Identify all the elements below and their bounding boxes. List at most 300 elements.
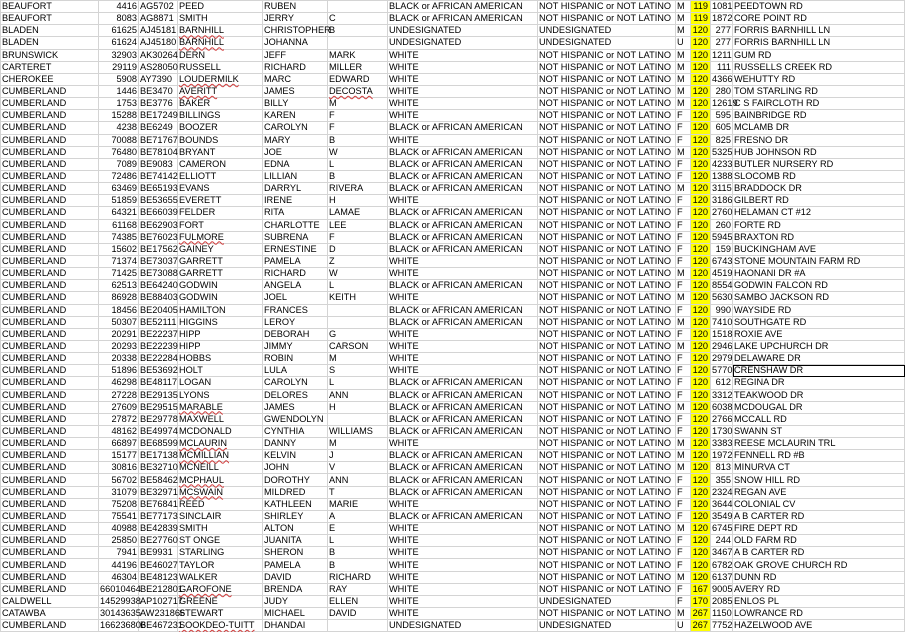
cell-age-code[interactable] xyxy=(691,13,711,25)
cell-reg-number[interactable] xyxy=(139,146,178,158)
cell-voter-id[interactable] xyxy=(99,37,139,49)
cell-street-name[interactable] xyxy=(733,49,905,61)
cell-reg-number[interactable] xyxy=(139,425,178,437)
cell-age-code[interactable] xyxy=(691,353,711,365)
cell-ethnicity[interactable] xyxy=(538,110,676,122)
cell-race[interactable] xyxy=(388,13,538,25)
cell-age-code[interactable] xyxy=(691,183,711,195)
cell-last-name[interactable] xyxy=(178,535,263,547)
cell-race[interactable] xyxy=(388,73,538,85)
cell-county[interactable] xyxy=(1,231,99,243)
cell-race[interactable] xyxy=(388,401,538,413)
cell-reg-number[interactable] xyxy=(139,1,178,13)
cell-middle-name[interactable] xyxy=(328,328,388,340)
cell-ethnicity[interactable] xyxy=(538,37,676,49)
cell-county[interactable] xyxy=(1,195,99,207)
cell-middle-name[interactable] xyxy=(328,571,388,583)
cell-street-number[interactable] xyxy=(711,340,733,352)
cell-ethnicity[interactable] xyxy=(538,498,676,510)
cell-middle-name[interactable] xyxy=(328,510,388,522)
cell-first-name[interactable] xyxy=(263,620,328,632)
cell-last-name[interactable] xyxy=(178,292,263,304)
cell-gender[interactable] xyxy=(676,243,691,255)
cell-street-name[interactable] xyxy=(733,73,905,85)
cell-reg-number[interactable] xyxy=(139,207,178,219)
cell-race[interactable] xyxy=(388,620,538,632)
cell-street-number[interactable] xyxy=(711,450,733,462)
cell-gender[interactable] xyxy=(676,292,691,304)
cell-gender[interactable] xyxy=(676,195,691,207)
cell-gender[interactable] xyxy=(676,535,691,547)
cell-street-number[interactable] xyxy=(711,571,733,583)
cell-ethnicity[interactable] xyxy=(538,61,676,73)
cell-race[interactable] xyxy=(388,207,538,219)
cell-gender[interactable] xyxy=(676,401,691,413)
cell-voter-id[interactable] xyxy=(99,486,139,498)
cell-ethnicity[interactable] xyxy=(538,413,676,425)
cell-voter-id[interactable] xyxy=(99,571,139,583)
cell-middle-name[interactable] xyxy=(328,73,388,85)
cell-middle-name[interactable] xyxy=(328,365,388,377)
cell-street-number[interactable] xyxy=(711,219,733,231)
cell-gender[interactable] xyxy=(676,462,691,474)
cell-street-name[interactable] xyxy=(733,450,905,462)
cell-ethnicity[interactable] xyxy=(538,353,676,365)
cell-street-name[interactable] xyxy=(733,292,905,304)
cell-last-name[interactable] xyxy=(178,425,263,437)
cell-middle-name[interactable] xyxy=(328,595,388,607)
cell-middle-name[interactable] xyxy=(328,547,388,559)
cell-race[interactable] xyxy=(388,547,538,559)
cell-voter-id[interactable] xyxy=(99,340,139,352)
cell-age-code[interactable] xyxy=(691,231,711,243)
cell-last-name[interactable] xyxy=(178,73,263,85)
cell-middle-name[interactable] xyxy=(328,377,388,389)
cell-age-code[interactable] xyxy=(691,377,711,389)
cell-ethnicity[interactable] xyxy=(538,13,676,25)
cell-street-name[interactable] xyxy=(733,255,905,267)
cell-ethnicity[interactable] xyxy=(538,73,676,85)
cell-street-name[interactable] xyxy=(733,438,905,450)
cell-county[interactable] xyxy=(1,158,99,170)
cell-race[interactable] xyxy=(388,146,538,158)
cell-county[interactable] xyxy=(1,219,99,231)
cell-street-name[interactable] xyxy=(733,401,905,413)
cell-voter-id[interactable] xyxy=(99,49,139,61)
cell-street-name[interactable] xyxy=(733,316,905,328)
cell-ethnicity[interactable] xyxy=(538,231,676,243)
cell-street-number[interactable] xyxy=(711,73,733,85)
cell-reg-number[interactable] xyxy=(139,73,178,85)
cell-reg-number[interactable] xyxy=(139,304,178,316)
cell-street-name[interactable] xyxy=(733,37,905,49)
cell-voter-id[interactable] xyxy=(99,413,139,425)
cell-last-name[interactable] xyxy=(178,255,263,267)
cell-reg-number[interactable] xyxy=(139,608,186,620)
cell-race[interactable] xyxy=(388,158,538,170)
cell-age-code[interactable] xyxy=(691,280,711,292)
cell-gender[interactable] xyxy=(676,280,691,292)
cell-age-code[interactable] xyxy=(691,207,711,219)
cell-middle-name[interactable] xyxy=(328,219,388,231)
cell-middle-name[interactable] xyxy=(328,438,388,450)
cell-age-code[interactable] xyxy=(691,49,711,61)
cell-street-number[interactable] xyxy=(711,595,733,607)
cell-gender[interactable] xyxy=(676,328,691,340)
cell-age-code[interactable] xyxy=(691,523,711,535)
cell-age-code[interactable] xyxy=(691,413,711,425)
cell-street-name[interactable] xyxy=(733,280,905,292)
cell-race[interactable] xyxy=(388,304,538,316)
cell-gender[interactable] xyxy=(676,304,691,316)
cell-ethnicity[interactable] xyxy=(538,547,676,559)
cell-gender[interactable] xyxy=(676,474,691,486)
cell-race[interactable] xyxy=(388,170,538,182)
cell-middle-name[interactable] xyxy=(328,583,388,595)
cell-age-code[interactable] xyxy=(691,608,711,620)
cell-ethnicity[interactable] xyxy=(538,583,676,595)
cell-street-number[interactable] xyxy=(711,365,733,377)
cell-reg-number[interactable] xyxy=(139,620,183,632)
cell-first-name[interactable] xyxy=(263,595,328,607)
cell-street-number[interactable] xyxy=(711,547,733,559)
cell-race[interactable] xyxy=(388,280,538,292)
cell-street-name[interactable] xyxy=(733,304,905,316)
cell-county[interactable] xyxy=(1,73,99,85)
cell-first-name[interactable] xyxy=(263,37,328,49)
cell-street-name[interactable] xyxy=(733,389,905,401)
cell-street-number[interactable] xyxy=(711,146,733,158)
cell-gender[interactable] xyxy=(676,523,691,535)
cell-voter-id[interactable] xyxy=(99,219,139,231)
cell-ethnicity[interactable] xyxy=(538,425,676,437)
cell-first-name[interactable] xyxy=(263,438,328,450)
cell-age-code[interactable] xyxy=(691,583,711,595)
cell-ethnicity[interactable] xyxy=(538,85,676,97)
cell-ethnicity[interactable] xyxy=(538,280,676,292)
cell-first-name[interactable] xyxy=(263,304,328,316)
cell-middle-name[interactable] xyxy=(328,620,388,632)
cell-last-name[interactable] xyxy=(178,547,263,559)
cell-gender[interactable] xyxy=(676,450,691,462)
cell-reg-number[interactable] xyxy=(139,49,178,61)
cell-gender[interactable] xyxy=(676,255,691,267)
cell-race[interactable] xyxy=(388,486,538,498)
cell-middle-name[interactable] xyxy=(328,231,388,243)
cell-last-name[interactable] xyxy=(178,170,263,182)
cell-voter-id[interactable] xyxy=(99,268,139,280)
cell-middle-name[interactable] xyxy=(328,61,388,73)
cell-age-code[interactable] xyxy=(691,61,711,73)
cell-age-code[interactable] xyxy=(691,510,711,522)
cell-county[interactable] xyxy=(1,146,99,158)
cell-voter-id[interactable] xyxy=(99,292,139,304)
cell-county[interactable] xyxy=(1,37,99,49)
cell-middle-name[interactable] xyxy=(328,98,388,110)
cell-ethnicity[interactable] xyxy=(538,377,676,389)
cell-age-code[interactable] xyxy=(691,620,711,632)
cell-county[interactable] xyxy=(1,571,99,583)
cell-voter-id[interactable] xyxy=(99,170,139,182)
cell-county[interactable] xyxy=(1,170,99,182)
cell-gender[interactable] xyxy=(676,365,691,377)
cell-ethnicity[interactable] xyxy=(538,523,676,535)
cell-middle-name[interactable] xyxy=(328,608,388,620)
cell-county[interactable] xyxy=(1,498,99,510)
cell-county[interactable] xyxy=(1,559,99,571)
cell-street-number[interactable] xyxy=(711,61,733,73)
cell-street-number[interactable] xyxy=(711,583,733,595)
cell-age-code[interactable] xyxy=(691,170,711,182)
cell-last-name[interactable] xyxy=(178,486,263,498)
cell-county[interactable] xyxy=(1,523,99,535)
cell-street-name[interactable] xyxy=(733,595,905,607)
cell-reg-number[interactable] xyxy=(139,219,178,231)
cell-gender[interactable] xyxy=(676,219,691,231)
cell-gender[interactable] xyxy=(676,183,691,195)
cell-street-number[interactable] xyxy=(711,25,733,37)
cell-first-name[interactable] xyxy=(263,158,328,170)
cell-county[interactable] xyxy=(1,304,99,316)
cell-reg-number[interactable] xyxy=(139,25,178,37)
cell-voter-id[interactable] xyxy=(99,316,139,328)
cell-middle-name[interactable] xyxy=(328,243,388,255)
cell-voter-id[interactable] xyxy=(99,243,139,255)
cell-gender[interactable] xyxy=(676,231,691,243)
cell-age-code[interactable] xyxy=(691,571,711,583)
cell-age-code[interactable] xyxy=(691,25,711,37)
cell-age-code[interactable] xyxy=(691,134,711,146)
cell-street-number[interactable] xyxy=(711,255,733,267)
cell-gender[interactable] xyxy=(676,438,691,450)
cell-street-number[interactable] xyxy=(711,377,733,389)
cell-race[interactable] xyxy=(388,219,538,231)
cell-gender[interactable] xyxy=(676,547,691,559)
cell-voter-id[interactable] xyxy=(99,13,139,25)
cell-last-name[interactable] xyxy=(178,110,263,122)
cell-age-code[interactable] xyxy=(691,474,711,486)
cell-race[interactable] xyxy=(388,37,538,49)
cell-county[interactable] xyxy=(1,474,99,486)
cell-reg-number[interactable] xyxy=(139,268,178,280)
cell-reg-number[interactable] xyxy=(139,571,178,583)
cell-last-name[interactable] xyxy=(178,353,263,365)
cell-voter-id[interactable] xyxy=(99,1,139,13)
cell-age-code[interactable] xyxy=(691,486,711,498)
cell-county[interactable] xyxy=(1,292,99,304)
cell-age-code[interactable] xyxy=(691,316,711,328)
cell-gender[interactable] xyxy=(676,510,691,522)
cell-first-name[interactable] xyxy=(263,510,328,522)
cell-race[interactable] xyxy=(388,316,538,328)
cell-age-code[interactable] xyxy=(691,292,711,304)
cell-age-code[interactable] xyxy=(691,389,711,401)
cell-gender[interactable] xyxy=(676,110,691,122)
cell-race[interactable] xyxy=(388,583,538,595)
cell-street-name[interactable] xyxy=(733,1,905,13)
cell-ethnicity[interactable] xyxy=(538,268,676,280)
cell-race[interactable] xyxy=(388,110,538,122)
cell-race[interactable] xyxy=(388,425,538,437)
cell-ethnicity[interactable] xyxy=(538,595,676,607)
cell-gender[interactable] xyxy=(676,498,691,510)
cell-county[interactable] xyxy=(1,438,99,450)
cell-street-name[interactable] xyxy=(733,268,905,280)
cell-race[interactable] xyxy=(388,98,538,110)
cell-reg-number[interactable] xyxy=(139,134,178,146)
cell-first-name[interactable] xyxy=(263,462,328,474)
cell-race[interactable] xyxy=(388,25,538,37)
cell-street-number[interactable] xyxy=(711,389,733,401)
cell-gender[interactable] xyxy=(676,13,691,25)
cell-age-code[interactable] xyxy=(691,450,711,462)
cell-first-name[interactable] xyxy=(263,170,328,182)
cell-voter-id[interactable] xyxy=(99,183,139,195)
cell-reg-number[interactable] xyxy=(139,498,178,510)
cell-voter-id[interactable] xyxy=(99,377,139,389)
cell-first-name[interactable] xyxy=(263,73,328,85)
cell-last-name[interactable] xyxy=(178,37,263,49)
cell-street-name[interactable] xyxy=(733,195,905,207)
cell-county[interactable] xyxy=(1,316,99,328)
cell-ethnicity[interactable] xyxy=(538,328,676,340)
cell-gender[interactable] xyxy=(676,268,691,280)
cell-race[interactable] xyxy=(388,255,538,267)
cell-first-name[interactable] xyxy=(263,401,328,413)
cell-first-name[interactable] xyxy=(263,255,328,267)
cell-voter-id[interactable] xyxy=(99,595,139,607)
cell-middle-name[interactable] xyxy=(328,146,388,158)
cell-last-name[interactable] xyxy=(178,498,263,510)
cell-race[interactable] xyxy=(388,353,538,365)
cell-voter-id[interactable] xyxy=(99,195,139,207)
cell-street-number[interactable] xyxy=(711,559,733,571)
cell-last-name[interactable] xyxy=(178,1,263,13)
cell-last-name[interactable] xyxy=(178,13,263,25)
cell-county[interactable] xyxy=(1,340,99,352)
cell-reg-number[interactable] xyxy=(139,122,178,134)
cell-middle-name[interactable] xyxy=(328,462,388,474)
cell-voter-id[interactable] xyxy=(99,207,139,219)
cell-first-name[interactable] xyxy=(263,571,328,583)
cell-voter-id[interactable] xyxy=(99,438,139,450)
cell-street-number[interactable] xyxy=(711,231,733,243)
cell-middle-name[interactable] xyxy=(328,316,388,328)
cell-race[interactable] xyxy=(388,474,538,486)
cell-first-name[interactable] xyxy=(263,219,328,231)
cell-middle-name[interactable] xyxy=(328,425,388,437)
cell-street-name[interactable] xyxy=(733,134,905,146)
cell-age-code[interactable] xyxy=(691,158,711,170)
cell-race[interactable] xyxy=(388,571,538,583)
cell-street-name[interactable] xyxy=(733,353,905,365)
cell-ethnicity[interactable] xyxy=(538,340,676,352)
cell-ethnicity[interactable] xyxy=(538,146,676,158)
cell-last-name[interactable] xyxy=(178,389,263,401)
cell-county[interactable] xyxy=(1,425,99,437)
cell-street-number[interactable] xyxy=(711,1,733,13)
cell-race[interactable] xyxy=(388,195,538,207)
cell-voter-id[interactable] xyxy=(99,559,139,571)
cell-voter-id[interactable] xyxy=(99,85,139,97)
cell-age-code[interactable] xyxy=(691,1,711,13)
cell-street-name[interactable] xyxy=(733,207,905,219)
cell-street-number[interactable] xyxy=(711,85,733,97)
cell-voter-id[interactable] xyxy=(99,535,139,547)
cell-first-name[interactable] xyxy=(263,1,328,13)
cell-last-name[interactable] xyxy=(178,219,263,231)
cell-gender[interactable] xyxy=(676,316,691,328)
cell-gender[interactable] xyxy=(676,377,691,389)
cell-last-name[interactable] xyxy=(178,98,263,110)
cell-race[interactable] xyxy=(388,1,538,13)
cell-age-code[interactable] xyxy=(691,268,711,280)
cell-county[interactable] xyxy=(1,413,99,425)
cell-first-name[interactable] xyxy=(263,268,328,280)
cell-middle-name[interactable] xyxy=(328,37,388,49)
cell-gender[interactable] xyxy=(676,98,691,110)
cell-street-name[interactable] xyxy=(733,474,905,486)
cell-county[interactable] xyxy=(1,13,99,25)
cell-middle-name[interactable] xyxy=(328,413,388,425)
cell-age-code[interactable] xyxy=(691,462,711,474)
cell-county[interactable] xyxy=(1,401,99,413)
cell-age-code[interactable] xyxy=(691,365,711,377)
cell-middle-name[interactable] xyxy=(328,85,388,97)
cell-first-name[interactable] xyxy=(263,328,328,340)
cell-reg-number[interactable] xyxy=(139,316,178,328)
cell-street-name[interactable] xyxy=(733,183,905,195)
cell-middle-name[interactable] xyxy=(328,389,388,401)
cell-age-code[interactable] xyxy=(691,498,711,510)
cell-first-name[interactable] xyxy=(263,498,328,510)
cell-last-name[interactable] xyxy=(178,231,263,243)
cell-county[interactable] xyxy=(1,25,99,37)
cell-reg-number[interactable] xyxy=(139,510,178,522)
cell-reg-number[interactable] xyxy=(139,547,178,559)
cell-last-name[interactable] xyxy=(178,195,263,207)
cell-voter-id[interactable] xyxy=(99,401,139,413)
cell-gender[interactable] xyxy=(676,85,691,97)
cell-first-name[interactable] xyxy=(263,583,328,595)
cell-gender[interactable] xyxy=(676,49,691,61)
cell-street-number[interactable] xyxy=(711,110,733,122)
cell-last-name[interactable] xyxy=(178,608,263,620)
cell-race[interactable] xyxy=(388,523,538,535)
cell-street-number[interactable] xyxy=(711,413,733,425)
cell-middle-name[interactable] xyxy=(328,450,388,462)
cell-street-name[interactable] xyxy=(733,61,905,73)
cell-reg-number[interactable] xyxy=(139,85,178,97)
cell-street-name[interactable] xyxy=(733,25,905,37)
cell-street-number[interactable] xyxy=(711,608,733,620)
cell-last-name[interactable] xyxy=(178,49,263,61)
cell-county[interactable] xyxy=(1,535,99,547)
cell-street-number[interactable] xyxy=(711,462,733,474)
cell-street-name[interactable] xyxy=(733,377,905,389)
cell-age-code[interactable] xyxy=(691,195,711,207)
cell-first-name[interactable] xyxy=(263,85,328,97)
cell-reg-number[interactable] xyxy=(139,243,178,255)
cell-street-name[interactable] xyxy=(733,110,905,122)
cell-street-number[interactable] xyxy=(711,13,733,25)
cell-race[interactable] xyxy=(388,365,538,377)
cell-gender[interactable] xyxy=(676,583,691,595)
cell-street-number[interactable] xyxy=(711,474,733,486)
cell-reg-number[interactable] xyxy=(139,377,178,389)
cell-middle-name[interactable] xyxy=(328,195,388,207)
cell-last-name[interactable] xyxy=(178,523,263,535)
